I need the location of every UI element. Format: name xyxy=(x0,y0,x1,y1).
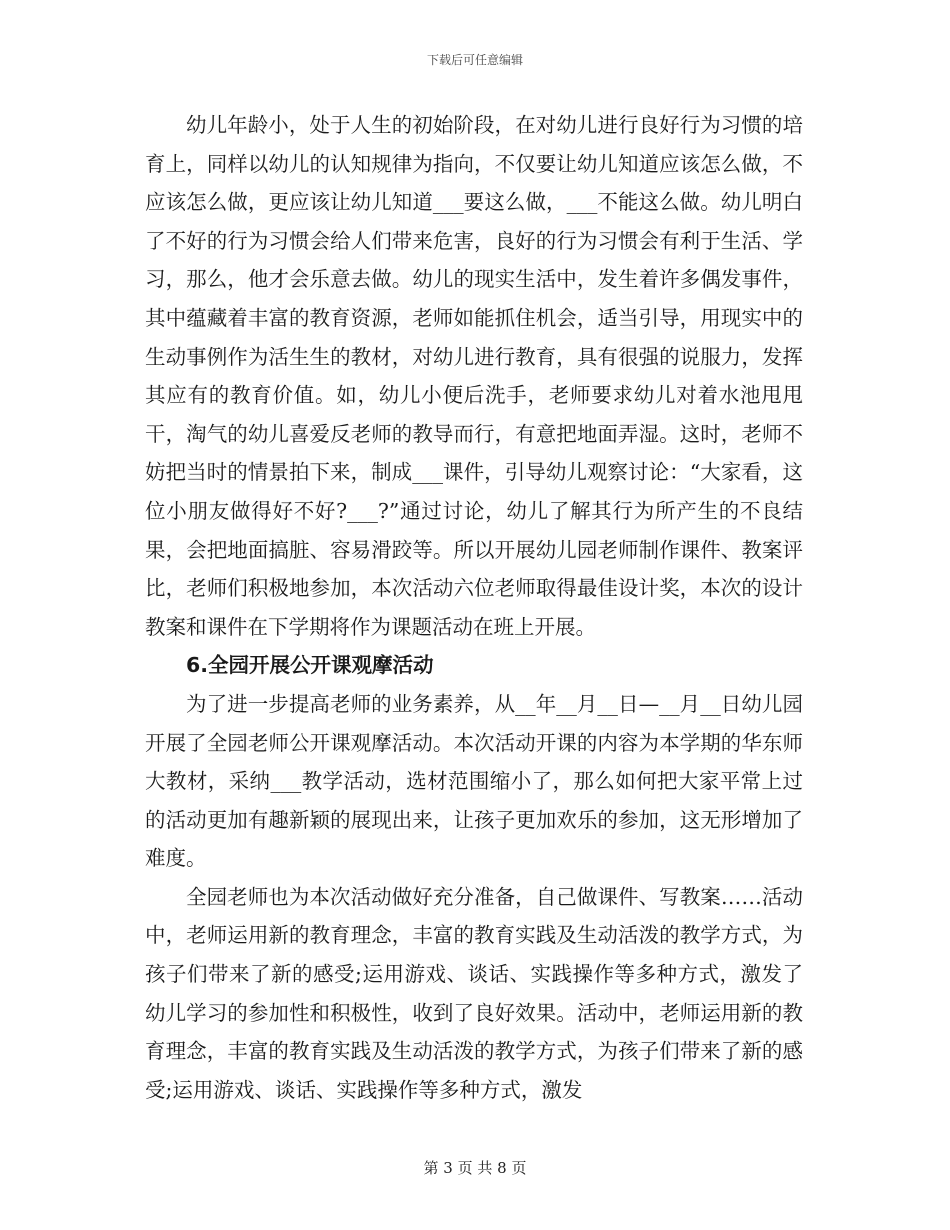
paragraph-open-class-intro: 为了进一步提高老师的业务素养，从__年__月__日—__月__日幼儿园开展了全园老师公开课观摩活动。本次活动开课的内容为本学期的华东师大教材，采纳___教学活动，选材范围缩小了，那么如何把大家平常上过的活动更加有趣新颖的展现出来，让孩子更加欢乐的参加，这无形增加了难度。 xyxy=(145,691,803,871)
paragraph-teacher-preparation: 全园老师也为本次活动做好充分准备，自己做课件、写教案……活动中，老师运用新的教育理念，丰富的教育实践及生动活泼的教学方式，为孩子们带来了新的感受;运用游戏、谈话、实践操作等多种方式，激发了幼儿学习的参加性和积极性，收到了良好效果。活动中，老师运用新的教育理念，丰富的教育实践及生动活泼的教学方式，为孩子们带来了新的感受;运用游戏、谈话、实践操作等多种方式，激发 xyxy=(145,884,803,1102)
page-header-note: 下载后可任意编辑 xyxy=(426,53,523,67)
paragraph-behavior-habits: 幼儿年龄小，处于人生的初始阶段，在对幼儿进行良好行为习惯的培育上，同样以幼儿的认知规律为指向，不仅要让幼儿知道应该怎么做，不应该怎么做，更应该让幼儿知道___要这么做，___不能这么做。幼儿明白了不好的行为习惯会给人们带来危害，良好的行为习惯会有利于生活、学习，那么，他才会乐意去做。幼儿的现实生活中，发生着许多偶发事件，其中蕴藏着丰富的教育资源，老师如能抓住机会，适当引导，用现实中的生动事例作为活生生的教材，对幼儿进行教育，具有很强的说服力，发挥其应有的教育价值。如，幼儿小便后洗手，老师要求幼儿对着水池甩甩干，淘气的幼儿喜爱反老师的教导而行，有意把地面弄湿。这时，老师不妨把当时的情景拍下来，制成___课件，引导幼儿观察讨论：“大家看，这位小朋友做得好不好?___?”通过讨论，幼儿了解其行为所产生的不良结果，会把地面搞脏、容易滑跤等。所以开展幼儿园老师制作课件、教案评比，老师们积极地参加，本次活动六位老师取得最佳设计奖，本次的设计教案和课件在下学期将作为课题活动在班上开展。 xyxy=(145,113,803,639)
page-number: 第 3 页 共 8 页 xyxy=(423,1159,527,1177)
section-heading-open-class: 6.全园开展公开课观摩活动 xyxy=(186,653,434,678)
document-body xyxy=(145,106,803,1109)
